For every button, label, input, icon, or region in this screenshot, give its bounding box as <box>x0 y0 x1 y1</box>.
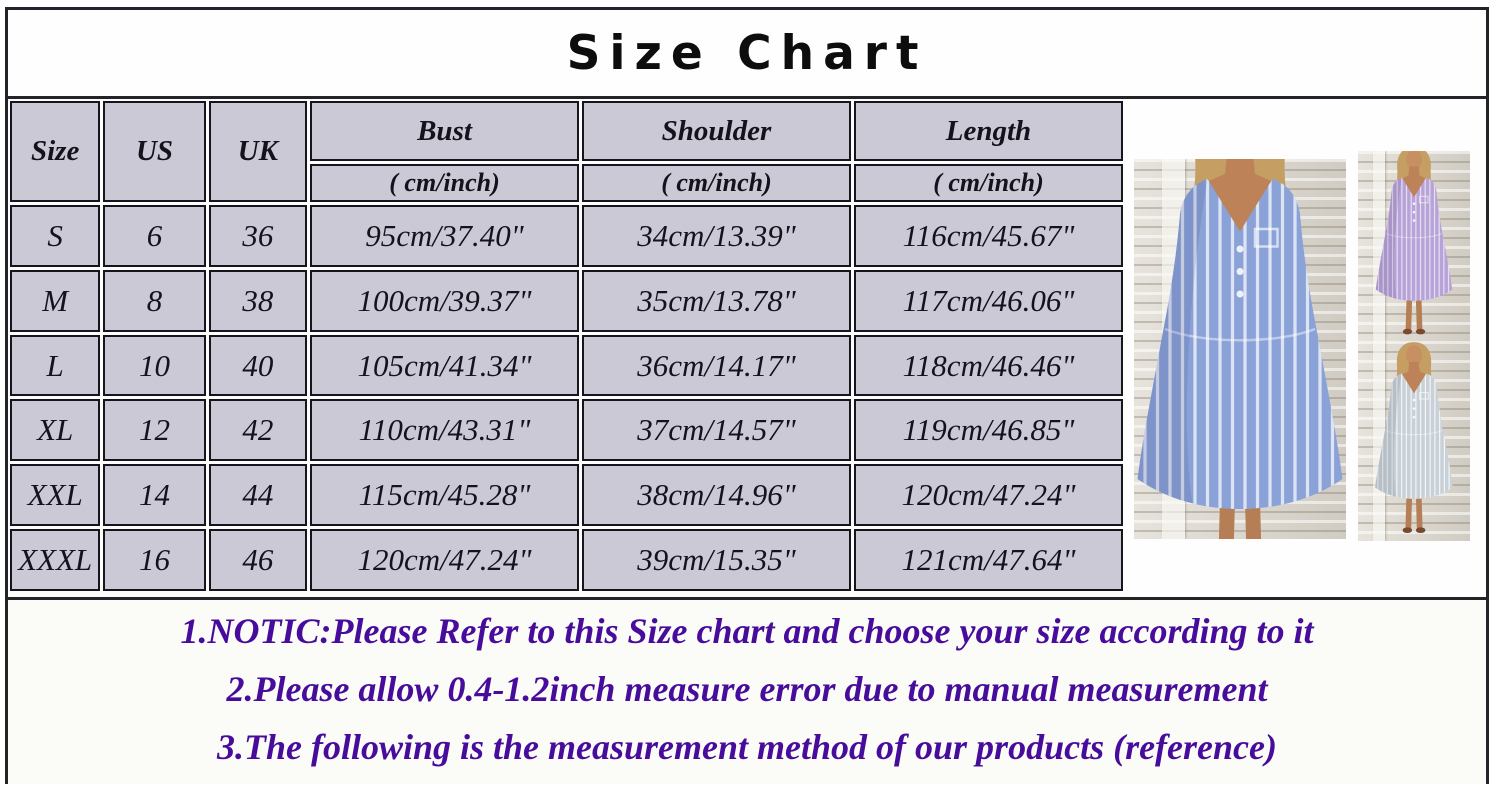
table-cell: 100cm/39.37" <box>310 270 579 332</box>
size-table <box>7 98 1126 594</box>
main-product-photo <box>1134 159 1346 539</box>
table-cell: 105cm/41.34" <box>310 335 579 397</box>
table-cell: 95cm/37.40" <box>310 205 579 267</box>
table-cell: 117cm/46.06" <box>854 270 1123 332</box>
table-cell: 46 <box>209 529 307 591</box>
table-cell: XXXL <box>10 529 100 591</box>
note-line-2: 2.Please allow 0.4-1.2inch measure error due to manual measurement <box>226 669 1268 709</box>
table-cell: 115cm/45.28" <box>310 464 579 526</box>
table-cell: 36cm/14.17" <box>582 335 851 397</box>
table-cell: XXL <box>10 464 100 526</box>
table-cell: 34cm/13.39" <box>582 205 851 267</box>
outer-frame <box>5 7 1489 784</box>
table-cell: 120cm/47.24" <box>310 529 579 591</box>
table-cell: 35cm/13.78" <box>582 270 851 332</box>
unit-label-bust: ( cm/inch) <box>310 164 579 202</box>
header-us: US <box>103 101 205 202</box>
table-cell: 12 <box>103 399 205 461</box>
table-cell: 37cm/14.57" <box>582 399 851 461</box>
header-bust: Bust <box>310 101 579 161</box>
thumbnail-photo-gray <box>1358 341 1470 541</box>
table-cell: L <box>10 335 100 397</box>
table-cell: 42 <box>209 399 307 461</box>
table-row-xxl <box>10 464 1123 526</box>
woman-in-gray-dress-illustration <box>1358 341 1470 539</box>
table-cell: 38cm/14.96" <box>582 464 851 526</box>
table-cell: 10 <box>103 335 205 397</box>
middle-band <box>8 99 1486 600</box>
table-cell: XL <box>10 399 100 461</box>
table-cell: 121cm/47.64" <box>854 529 1123 591</box>
table-cell: 44 <box>209 464 307 526</box>
table-cell: 8 <box>103 270 205 332</box>
table-cell: 39cm/15.35" <box>582 529 851 591</box>
note-line-1: 1.NOTIC:Please Refer to this Size chart and choose your size according to it <box>180 611 1314 651</box>
table-cell: 16 <box>103 529 205 591</box>
table-cell: 116cm/45.67" <box>854 205 1123 267</box>
table-cell: 14 <box>103 464 205 526</box>
note-line-3: 3.The following is the measurement method of our products (reference) <box>217 727 1277 767</box>
page-title: Size Chart <box>566 25 928 81</box>
product-photo-pane <box>1126 99 1486 597</box>
table-cell: 119cm/46.85" <box>854 399 1123 461</box>
header-shoulder: Shoulder <box>582 101 851 161</box>
table-cell: 118cm/46.46" <box>854 335 1123 397</box>
table-cell: M <box>10 270 100 332</box>
unit-label-length: ( cm/inch) <box>854 164 1123 202</box>
table-row-s <box>10 205 1123 267</box>
woman-in-purple-dress-illustration <box>1358 151 1470 340</box>
header-size: Size <box>10 101 100 202</box>
table-cell: 6 <box>103 205 205 267</box>
title-band <box>8 10 1486 99</box>
table-cell: 40 <box>209 335 307 397</box>
unit-label-shoulder: ( cm/inch) <box>582 164 851 202</box>
table-cell: 120cm/47.24" <box>854 464 1123 526</box>
table-row-m <box>10 270 1123 332</box>
thumbnail-photo-purple <box>1358 151 1470 341</box>
header-uk: UK <box>209 101 307 202</box>
table-cell: 110cm/43.31" <box>310 399 579 461</box>
woman-in-blue-dress-illustration <box>1134 159 1346 539</box>
table-row-xxxl <box>10 529 1123 591</box>
notes-section <box>8 600 1486 784</box>
table-row-xl <box>10 399 1123 461</box>
table-cell: 38 <box>209 270 307 332</box>
table-row-l <box>10 335 1123 397</box>
table-cell: 36 <box>209 205 307 267</box>
table-cell: S <box>10 205 100 267</box>
header-length: Length <box>854 101 1123 161</box>
